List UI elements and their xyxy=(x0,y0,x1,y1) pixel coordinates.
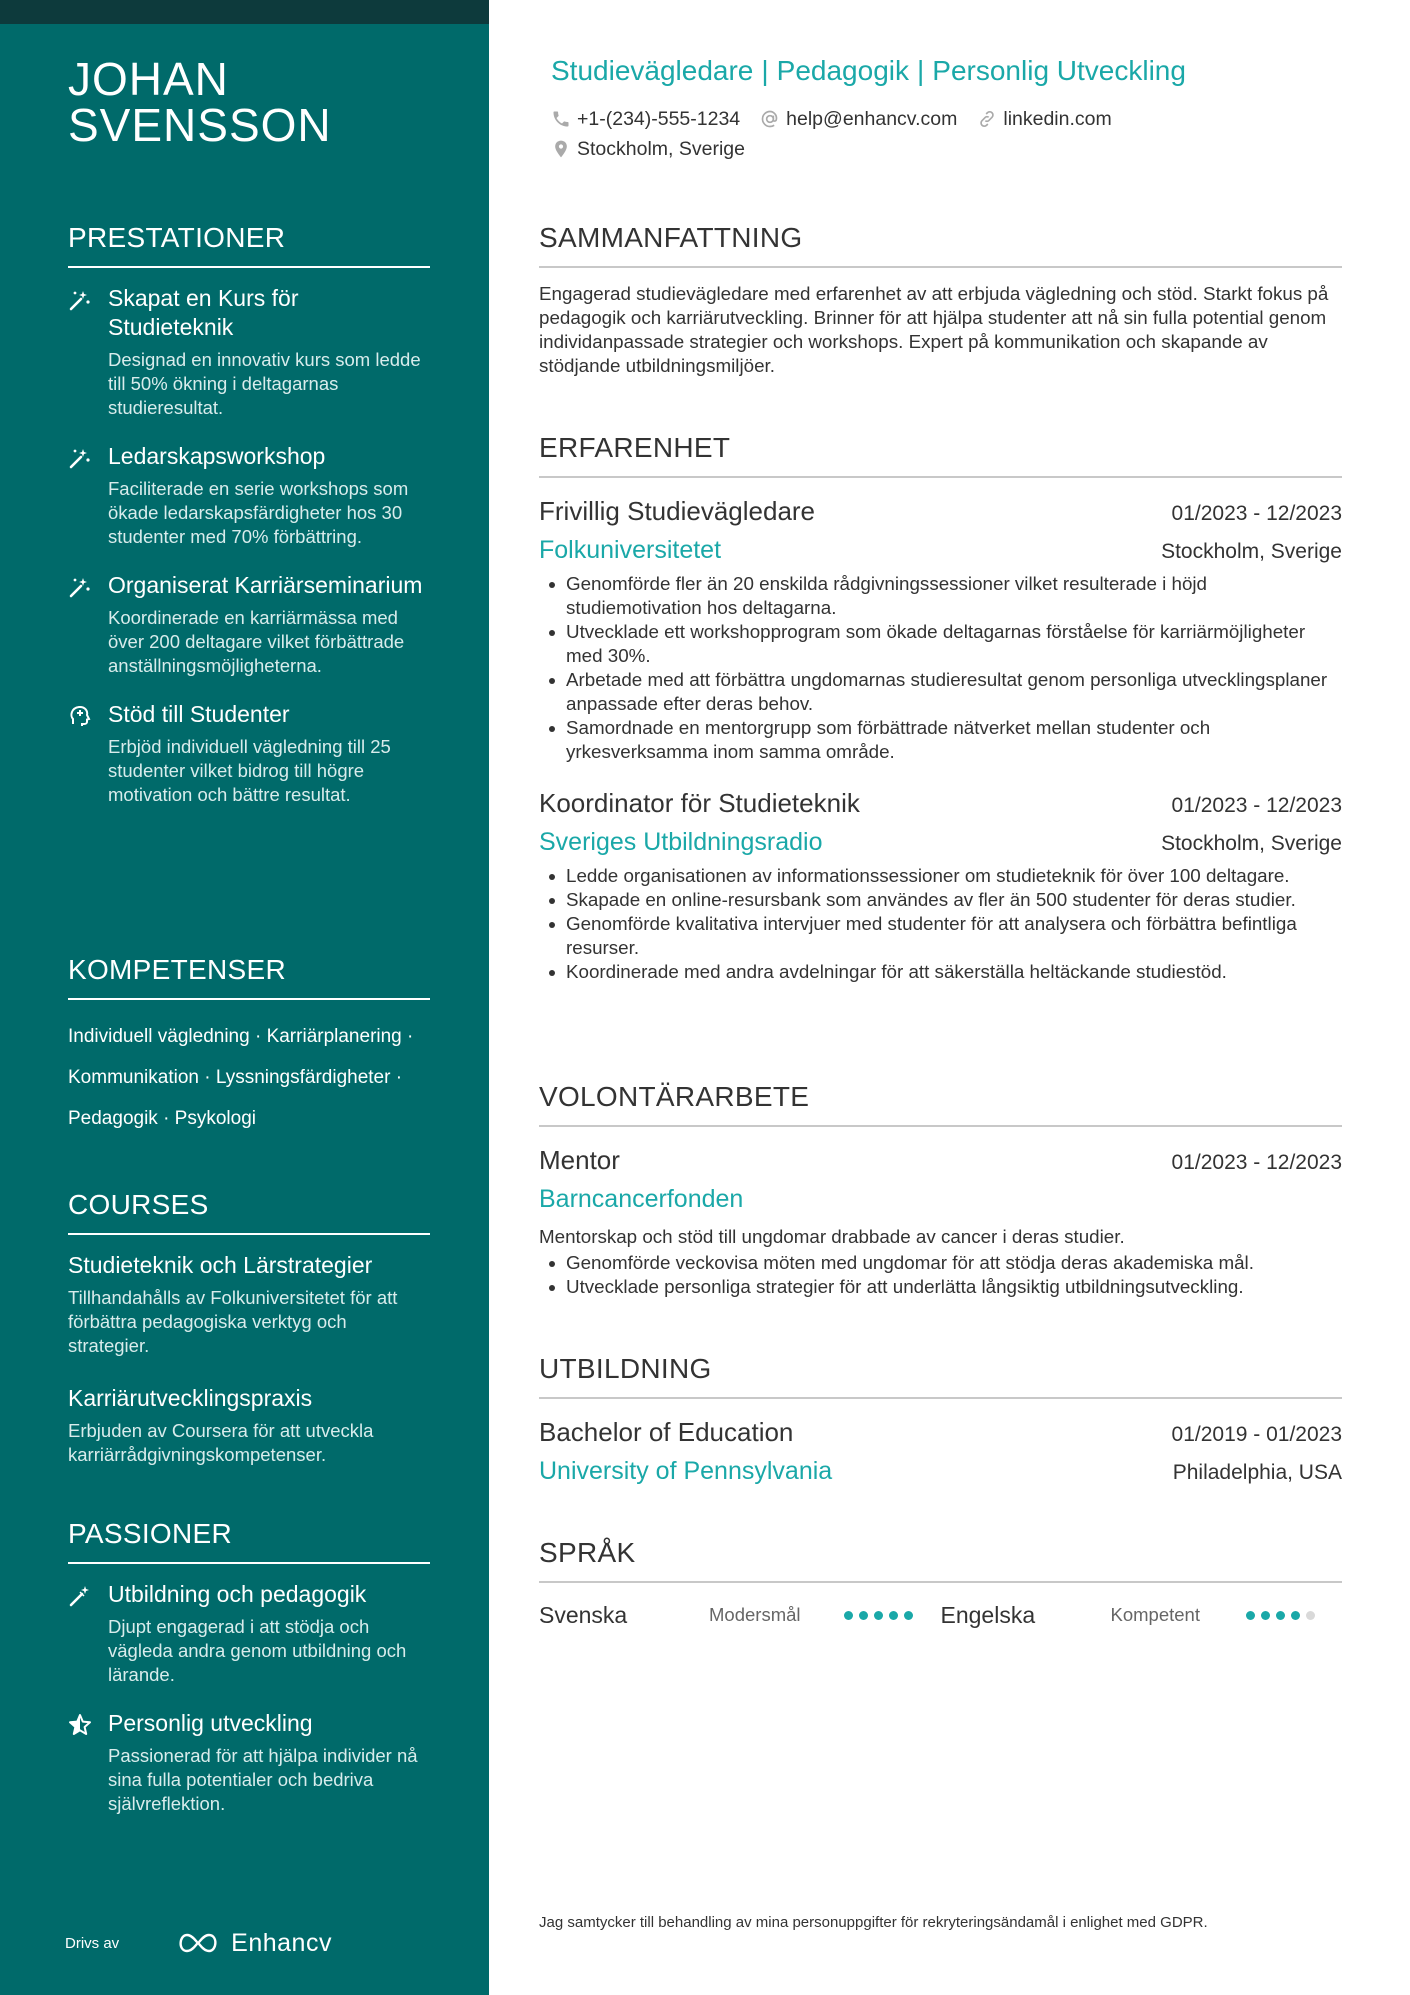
powered-by-label: Drivs av xyxy=(65,1934,120,1952)
bullet-item: Samordnade en mentorgrupp som förbättrade nätverket mellan studenter och yrkesverksamma inom samma område. xyxy=(539,716,1342,764)
star-icon xyxy=(68,1713,92,1737)
wand-icon xyxy=(68,575,92,599)
head-icon xyxy=(68,704,92,728)
achievement-desc: Faciliterade en serie workshops som ökade ledarskapsfärdigheter hos 30 studenter med 70% förbättring. xyxy=(108,478,409,547)
passion-item xyxy=(68,1580,430,1687)
language-item xyxy=(539,1602,941,1629)
proficiency-dot-filled xyxy=(1246,1611,1255,1620)
skills-line: Individuell vägledning · Karriärplanering · xyxy=(68,1026,414,1047)
skills-heading: KOMPETENSER xyxy=(68,954,430,1000)
languages-heading: SPRÅK xyxy=(539,1537,1342,1583)
proficiency-dot-filled xyxy=(859,1611,868,1620)
languages-row xyxy=(539,1597,1342,1633)
passions-section xyxy=(68,1518,430,1838)
headline-role: Personlig Utveckling xyxy=(932,55,1186,86)
achievement-item xyxy=(68,284,430,420)
language-dots xyxy=(844,1611,919,1620)
linkedin-contact[interactable] xyxy=(977,108,1111,131)
experience-section xyxy=(539,432,1342,1004)
headline-separator: | xyxy=(761,55,769,86)
language-level: Kompetent xyxy=(1110,1604,1200,1625)
job-bullets xyxy=(539,572,1342,764)
passion-item xyxy=(68,1709,430,1816)
at-icon xyxy=(760,109,780,129)
achievement-item xyxy=(68,442,430,549)
achievement-item xyxy=(68,571,430,678)
achievement-title: Organiserat Karriärseminarium xyxy=(108,572,423,598)
bullet-item: Genomförde kvalitativa intervjuer med studenter för att analysera och förbättra befintliga resurser. xyxy=(539,912,1342,960)
skills-line: Kommunikation · Lyssningsfärdigheter · xyxy=(68,1067,403,1088)
achievement-title: Ledarskapsworkshop xyxy=(108,443,326,469)
enhancv-brand: Enhancv xyxy=(231,1928,332,1957)
proficiency-dot-filled xyxy=(904,1611,913,1620)
education-section xyxy=(539,1353,1342,1491)
bullet-item: Arbetade med att förbättra ungdomarnas studieresultat genom personliga utvecklingsplaner anpassade efter deras behov. xyxy=(539,668,1342,716)
passion-desc: Passionerad för att hjälpa individer nå sina fulla potentialer och bedriva självreflektion. xyxy=(108,1745,418,1814)
skills-list xyxy=(68,1016,430,1139)
achievement-desc: Designad en innovativ kurs som ledde till 50% ökning i deltagarnas studieresultat. xyxy=(108,349,421,418)
passion-title: Personlig utveckling xyxy=(108,1710,313,1736)
course-item xyxy=(68,1251,430,1358)
volunteer-desc: Mentorskap och stöd till ungdomar drabbade av cancer i deras studier. xyxy=(539,1226,1125,1247)
proficiency-dot-filled xyxy=(1261,1611,1270,1620)
language-name: Engelska xyxy=(940,1601,1036,1628)
volunteering-heading: VOLONTÄRARBETE xyxy=(539,1081,1342,1127)
achievement-item xyxy=(68,700,430,807)
language-name: Svenska xyxy=(539,1601,628,1628)
bullet-item: Ledde organisationen av informationssessioner om studieteknik för över 100 deltagare. xyxy=(539,864,1342,888)
course-desc: Erbjuden av Coursera för att utveckla karriärrådgivningskompetenser. xyxy=(68,1420,374,1465)
phone-contact[interactable] xyxy=(551,108,740,131)
phone-text: +1-(234)-555-1234 xyxy=(577,107,741,130)
summary-heading: SAMMANFATTNING xyxy=(539,222,1342,268)
summary-section xyxy=(539,222,1342,378)
passion-desc: Djupt engagerad i att stödja och vägleda andra genom utbildning och lärande. xyxy=(108,1616,407,1685)
language-level: Modersmål xyxy=(709,1604,801,1625)
location-text: Stockholm, Sverige xyxy=(577,137,745,160)
link-icon xyxy=(977,109,997,129)
bullet-item: Genomförde fler än 20 enskilda rådgivningssessioner vilket resulterade i höjd studiemotivation hos deltagarna. xyxy=(539,572,1342,620)
passions-heading: PASSIONER xyxy=(68,1518,430,1564)
skills-line: Pedagogik · Psykologi xyxy=(68,1108,256,1129)
education-school: University of Pennsylvania xyxy=(539,1457,833,1485)
job-dates: 01/2023 - 12/2023 xyxy=(1171,502,1342,525)
education-location: Philadelphia, USA xyxy=(1172,1461,1342,1484)
job-company: Sveriges Utbildningsradio xyxy=(539,828,823,856)
proficiency-dot-filled xyxy=(844,1611,853,1620)
sidebar-top-bar xyxy=(0,0,489,24)
bullet-item: Skapade en online-resursbank som användes av fler än 500 studenter för deras studier. xyxy=(539,888,1342,912)
proficiency-dot-filled xyxy=(1291,1611,1300,1620)
headline-role: Studievägledare xyxy=(551,55,754,86)
passion-title: Utbildning och pedagogik xyxy=(108,1581,367,1607)
last-name: SVENSSON xyxy=(68,99,332,151)
job-location: Stockholm, Sverige xyxy=(1161,540,1342,563)
education-heading: UTBILDNING xyxy=(539,1353,1342,1399)
languages-section xyxy=(539,1537,1342,1633)
headline-role: Pedagogik xyxy=(776,55,909,86)
location-pin-icon xyxy=(551,139,571,159)
volunteering-section xyxy=(539,1081,1342,1299)
experience-heading: ERFARENHET xyxy=(539,432,1342,478)
powered-by xyxy=(65,1928,425,1958)
email-text: help@enhancv.com xyxy=(786,107,958,130)
job-entry xyxy=(539,492,1342,764)
proficiency-dot-filled xyxy=(874,1611,883,1620)
proficiency-dot-filled xyxy=(1276,1611,1285,1620)
volunteer-title: Mentor xyxy=(539,1145,620,1175)
headline xyxy=(551,54,1186,88)
headline-separator: | xyxy=(917,55,925,86)
course-item xyxy=(68,1384,430,1467)
volunteer-bullets xyxy=(539,1251,1342,1299)
phone-icon xyxy=(551,109,571,129)
first-name: JOHAN xyxy=(68,53,229,105)
achievements-heading: PRESTATIONER xyxy=(68,222,430,268)
job-location: Stockholm, Sverige xyxy=(1161,832,1342,855)
course-title: Karriärutvecklingspraxis xyxy=(68,1385,313,1411)
course-desc: Tillhandahålls av Folkuniversitetet för att förbättra pedagogiska verktyg och strategier. xyxy=(68,1287,398,1356)
job-entry xyxy=(539,784,1342,984)
summary-text: Engagerad studievägledare med erfarenhet av att erbjuda vägledning och stöd. Starkt fokus på pedagogik och karriärutveckling. Brinner för att hjälpa studenter att nå sin fulla potential genom individanpassade strategier och workshops. Expert på kommunikation och skapande av stödjande utbildningsmiljöer. xyxy=(539,283,1329,376)
job-company: Folkuniversitetet xyxy=(539,536,722,564)
bullet-item: Genomförde veckovisa möten med ungdomar för att stödja deras akademiska mål. xyxy=(539,1251,1342,1275)
achievement-title: Skapat en Kurs för Studieteknik xyxy=(108,285,299,340)
location-contact xyxy=(551,138,745,161)
achievement-desc: Koordinerade en karriärmässa med över 200 deltagare vilket förbättrade anställningsmöjligheterna. xyxy=(108,607,405,676)
education-degree: Bachelor of Education xyxy=(539,1417,794,1447)
achievement-title: Stöd till Studenter xyxy=(108,701,290,727)
bullet-item: Utvecklade personliga strategier för att underlätta långsiktig utbildningsutveckling. xyxy=(539,1275,1342,1299)
proficiency-dot-filled xyxy=(889,1611,898,1620)
job-bullets xyxy=(539,864,1342,984)
education-dates: 01/2019 - 01/2023 xyxy=(1171,1423,1342,1446)
job-dates: 01/2023 - 12/2023 xyxy=(1171,794,1342,817)
sidebar xyxy=(0,0,489,1995)
infinity-logo-icon xyxy=(175,1931,221,1955)
wand-icon xyxy=(68,288,92,312)
enhancv-logo[interactable] xyxy=(175,1929,332,1958)
achievements-section xyxy=(68,222,430,829)
skills-section xyxy=(68,954,430,1139)
gdpr-consent: Jag samtycker till behandling av mina personuppgifter för rekryteringsändamål i enlighet med GDPR. xyxy=(539,1914,1208,1931)
proficiency-dot-empty xyxy=(1306,1611,1315,1620)
wand-icon xyxy=(68,446,92,470)
job-title: Koordinator för Studieteknik xyxy=(539,788,860,818)
courses-section xyxy=(68,1189,430,1493)
achievement-desc: Erbjöd individuell vägledning till 25 studenter vilket bidrog till högre motivation och bättre resultat. xyxy=(108,736,391,805)
linkedin-text: linkedin.com xyxy=(1003,107,1112,130)
course-title: Studieteknik och Lärstrategier xyxy=(68,1252,373,1278)
volunteer-org: Barncancerfonden xyxy=(539,1185,744,1213)
job-title: Frivillig Studievägledare xyxy=(539,496,816,526)
email-contact[interactable] xyxy=(760,108,957,131)
courses-heading: COURSES xyxy=(68,1189,430,1235)
bullet-item: Utvecklade ett workshopprogram som ökade deltagarnas förståelse för karriärmöjligheter med 30%. xyxy=(539,620,1342,668)
contact-info xyxy=(551,104,1331,164)
bullet-item: Koordinerade med andra avdelningar för att säkerställa heltäckande studiestöd. xyxy=(539,960,1342,984)
candidate-name xyxy=(68,53,448,151)
language-item xyxy=(941,1602,1343,1629)
volunteer-dates: 01/2023 - 12/2023 xyxy=(1171,1151,1342,1174)
language-dots xyxy=(1246,1611,1321,1620)
magic-wand-icon xyxy=(68,1584,92,1608)
